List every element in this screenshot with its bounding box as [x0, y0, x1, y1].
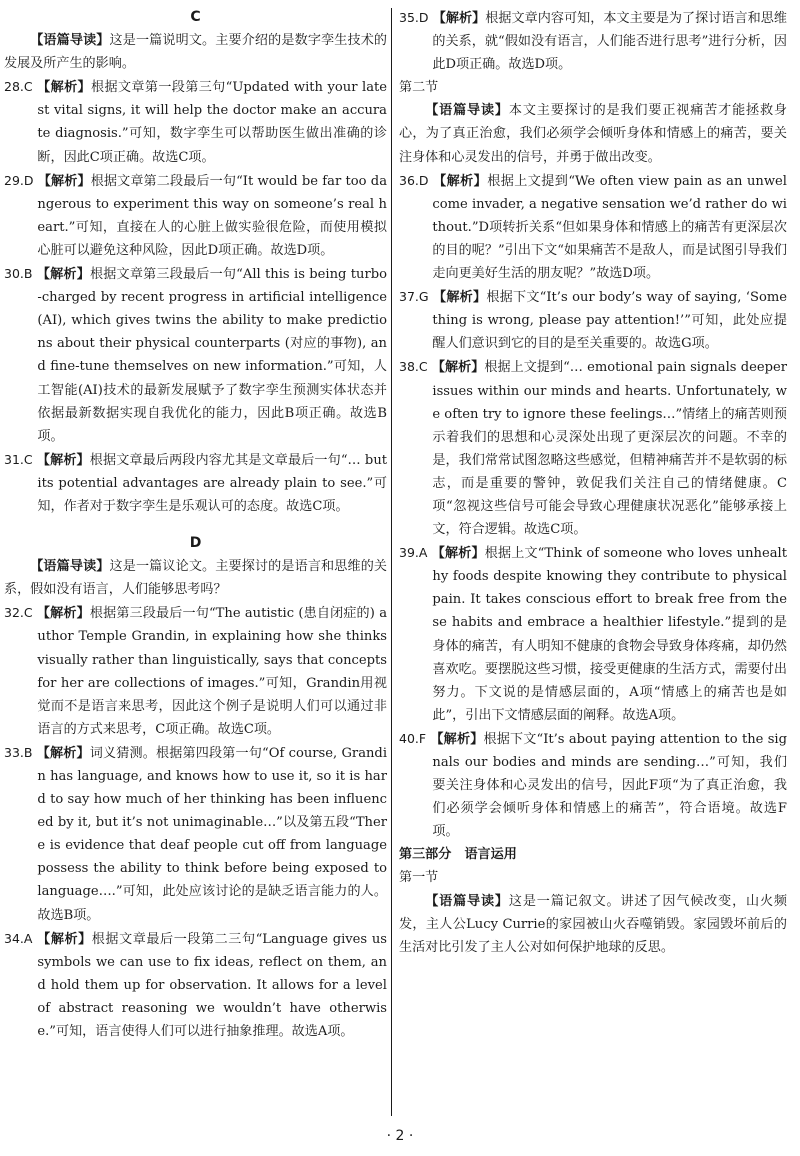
- intro-text: 这是一篇议论文。主要探讨的是语言和思维的关系，假如没有语言，人们能够思考吗？: [4, 559, 388, 598]
- answer-text: 根据文章第三段最后一句“All this is being turbo-charged by recent progress in artificial intelligence (AI), which gives twins the ability to make predictions about their physical counterparts (对应的事物), and fine-tune themselves on new information.”可知，人工智能(AI)技术的最新发展赋予了数字孪生预测实体状态并依据最新数据实现自我优化的能力，因此B项正确。故选B项。: [37, 267, 388, 444]
- analysis-tag: 【解析】: [432, 290, 487, 306]
- answer-number: 39.A: [399, 545, 428, 561]
- section-c-heading: C: [190, 9, 201, 25]
- answer-number: 36.D: [399, 172, 429, 188]
- answer-text: 根据下文“It’s about paying attention to the signals our bodies and minds are sending…”可知，我们要关注身体和心灵发出的信号，因此F项“为了真正治愈，我们必须学会倾听身体和情感上的痛苦”，符合语境。故选F项。: [432, 731, 788, 840]
- section-2-intro: [399, 99, 787, 168]
- answer-32: [4, 601, 387, 741]
- right-column: [399, 6, 787, 959]
- answer-text: 词义猜测。根据第四段第一句“Of course, Grandin has language, and knows how to use it, so it is hard to say how much of her thinking has been influenced by it, but it’s not unimaginable…”以及第五段“There is evidence that deaf people cut off from language possess the ability to think before being exposed to language….”可知，此处应该讨论的是缺乏语言能力的人。故选B项。: [37, 745, 388, 923]
- part-3-subheading: 第一节: [399, 870, 439, 886]
- analysis-tag: 【解析】: [37, 80, 92, 96]
- page-number: · 2 ·: [386, 1128, 414, 1144]
- answer-31: [4, 448, 387, 518]
- intro-tag: 【语篇导读】: [425, 893, 509, 909]
- section-c-intro: [4, 29, 387, 75]
- section-d-intro: [4, 555, 387, 601]
- analysis-tag: 【解析】: [37, 931, 92, 947]
- answer-number: 29.D: [4, 172, 34, 188]
- answer-34: [4, 927, 387, 1043]
- answer-number: 33.B: [4, 744, 33, 760]
- answer-text: 根据上文提到“… emotional pain signals deeper issues within our minds and hearts. Unfortunately, we often try to ignore these feelings…”情绪上的痛苦则预示着我们的思想和心灵深处出现了更深层次的问题。不幸的是，我们常常试图忽略这些感觉，但精神痛苦并不是软弱的标志，而是重要的警钟，敦促我们关注自己的情绪健康。C项“忽视这些信号可能会导致心理健康状况恶化”能够承接上文，符合逻辑。故选C项。: [432, 360, 787, 538]
- answer-text: 根据下文“It’s our body’s way of saying, ‘Something is wrong, please pay attention!’”可知，此处应提醒人们意识到它的目的是至关重要的。故选G项。: [432, 290, 787, 352]
- analysis-tag: 【解析】: [430, 731, 484, 747]
- answer-37: [399, 285, 787, 355]
- answer-number: 28.C: [4, 79, 33, 95]
- answer-number: 40.F: [399, 730, 427, 746]
- part-3-heading: 第三部分 语言运用: [399, 847, 517, 863]
- answer-30: [4, 262, 387, 448]
- intro-tag: 【语篇导读】: [30, 33, 110, 49]
- answer-39: [399, 541, 787, 727]
- answer-number: 31.C: [4, 451, 33, 467]
- intro-text: 本文主要探讨的是我们要正视痛苦才能拯救身心，为了真正治愈，我们必须学会倾听身体和情感上的痛苦，要关注身体和心灵发出的信号，并勇于做出改变。: [399, 103, 788, 165]
- answer-number: 37.G: [399, 289, 429, 305]
- analysis-tag: 【解析】: [36, 452, 90, 468]
- left-column: [4, 6, 387, 1043]
- column-divider: [391, 8, 392, 1116]
- intro-text: 这是一篇记叙文。讲述了因气候改变，山火频发，主人公Lucy Currie的家园被山火吞噬销毁。家园毁坏前后的生活对比引发了主人公对如何保护地球的反思。: [399, 893, 788, 955]
- answer-35: [399, 6, 787, 76]
- intro-text: 这是一篇说明文。主要介绍的是数字孪生技术的发展及所产生的影响。: [4, 33, 388, 72]
- answer-33: [4, 741, 387, 927]
- answer-text: 根据文章第一段第三句“Updated with your latest vital signs, it will help the doctor make an accurate diagnosis.”可知，数字孪生可以帮助医生做出准确的诊断，因此C项正确。故选C项。: [37, 80, 388, 165]
- analysis-tag: 【解析】: [36, 606, 90, 622]
- intro-tag: 【语篇导读】: [30, 559, 110, 575]
- answer-number: 30.B: [4, 266, 33, 282]
- analysis-tag: 【解析】: [433, 173, 488, 189]
- analysis-tag: 【解析】: [431, 546, 485, 562]
- answer-number: 32.C: [4, 605, 33, 621]
- answer-text: 根据上文提到“We often view pain as an unwelcome invader, a negative sensation we’d rather do without.”D项转折关系“但如果身体和情感上的痛苦有更深层次的目的呢？”引出下文“如果痛苦不是敌人，而是试图引导我们走向更美好生活的朋友呢？”故选D项。: [432, 173, 787, 282]
- answer-28: [4, 75, 387, 168]
- section-2-heading: 第二节: [399, 80, 439, 96]
- analysis-tag: 【解析】: [36, 745, 90, 761]
- analysis-tag: 【解析】: [36, 267, 90, 283]
- answer-text: 根据文章内容可知，本文主要是为了探讨语言和思维的关系，就“假如没有语言，人们能否进行思考”进行分析，因此D项正确。故选D项。: [432, 11, 788, 73]
- analysis-tag: 【解析】: [432, 11, 486, 26]
- answer-40: [399, 727, 787, 843]
- answer-38: [399, 355, 787, 541]
- answer-number: 38.C: [399, 359, 428, 375]
- answer-number: 34.A: [4, 930, 33, 946]
- intro-tag: 【语篇导读】: [425, 103, 509, 119]
- answer-number: 35.D: [399, 10, 429, 25]
- analysis-tag: 【解析】: [37, 173, 91, 189]
- answer-text: 根据文章最后一段第二三句“Language gives us symbols we can use to fix ideas, reflect on them, and hold them up for observation. It allows for a level of abstract reasoning we wouldn’t have otherwise.”可知，语言使得人们可以进行抽象推理。故选A项。: [37, 931, 388, 1040]
- part-3-intro: [399, 890, 787, 959]
- analysis-tag: 【解析】: [431, 360, 485, 376]
- answer-text: 根据文章第二段最后一句“It would be far too dangerous to experiment this way on someone’s real heart.”可知，直接在人的心脏上做实验很危险，而使用模拟心脏可以避免这种风险，因此D项正确。故选D项。: [37, 173, 387, 258]
- answer-text: 根据上文“Think of someone who loves unhealthy foods despite knowing they contribute to physical pain. It takes conscious effort to break free from these habits and embrace a healthier lifestyle.”提到的是身体的痛苦，有人明知不健康的食物会导致身体疼痛，却仍然喜欢吃。要摆脱这些习惯，接受更健康的生活方式，需要付出努力。下文说的是情感层面的，A项“情感上的痛苦也是如此”，引出下文情感层面的阐释。故选A项。: [432, 546, 787, 723]
- answer-29: [4, 169, 387, 262]
- answer-text: 根据第三段最后一句“The autistic (患自闭症的) author Temple Grandin, in explaining how she thinks visually rather than linguistically, says that concepts for her are collections of images.”可知，Grandin用视觉而不是语言来思考，因此这个例子是说明人们可以通过非语言的方式来思考，C项正确。故选C项。: [37, 606, 387, 737]
- answer-36: [399, 169, 787, 285]
- section-d-heading: D: [189, 535, 202, 552]
- answer-text: 根据文章最后两段内容尤其是文章最后一句“… but its potential advantages are already plain to see.”可知，作者对于数字孪生是乐观认可的态度。故选C项。: [37, 452, 388, 514]
